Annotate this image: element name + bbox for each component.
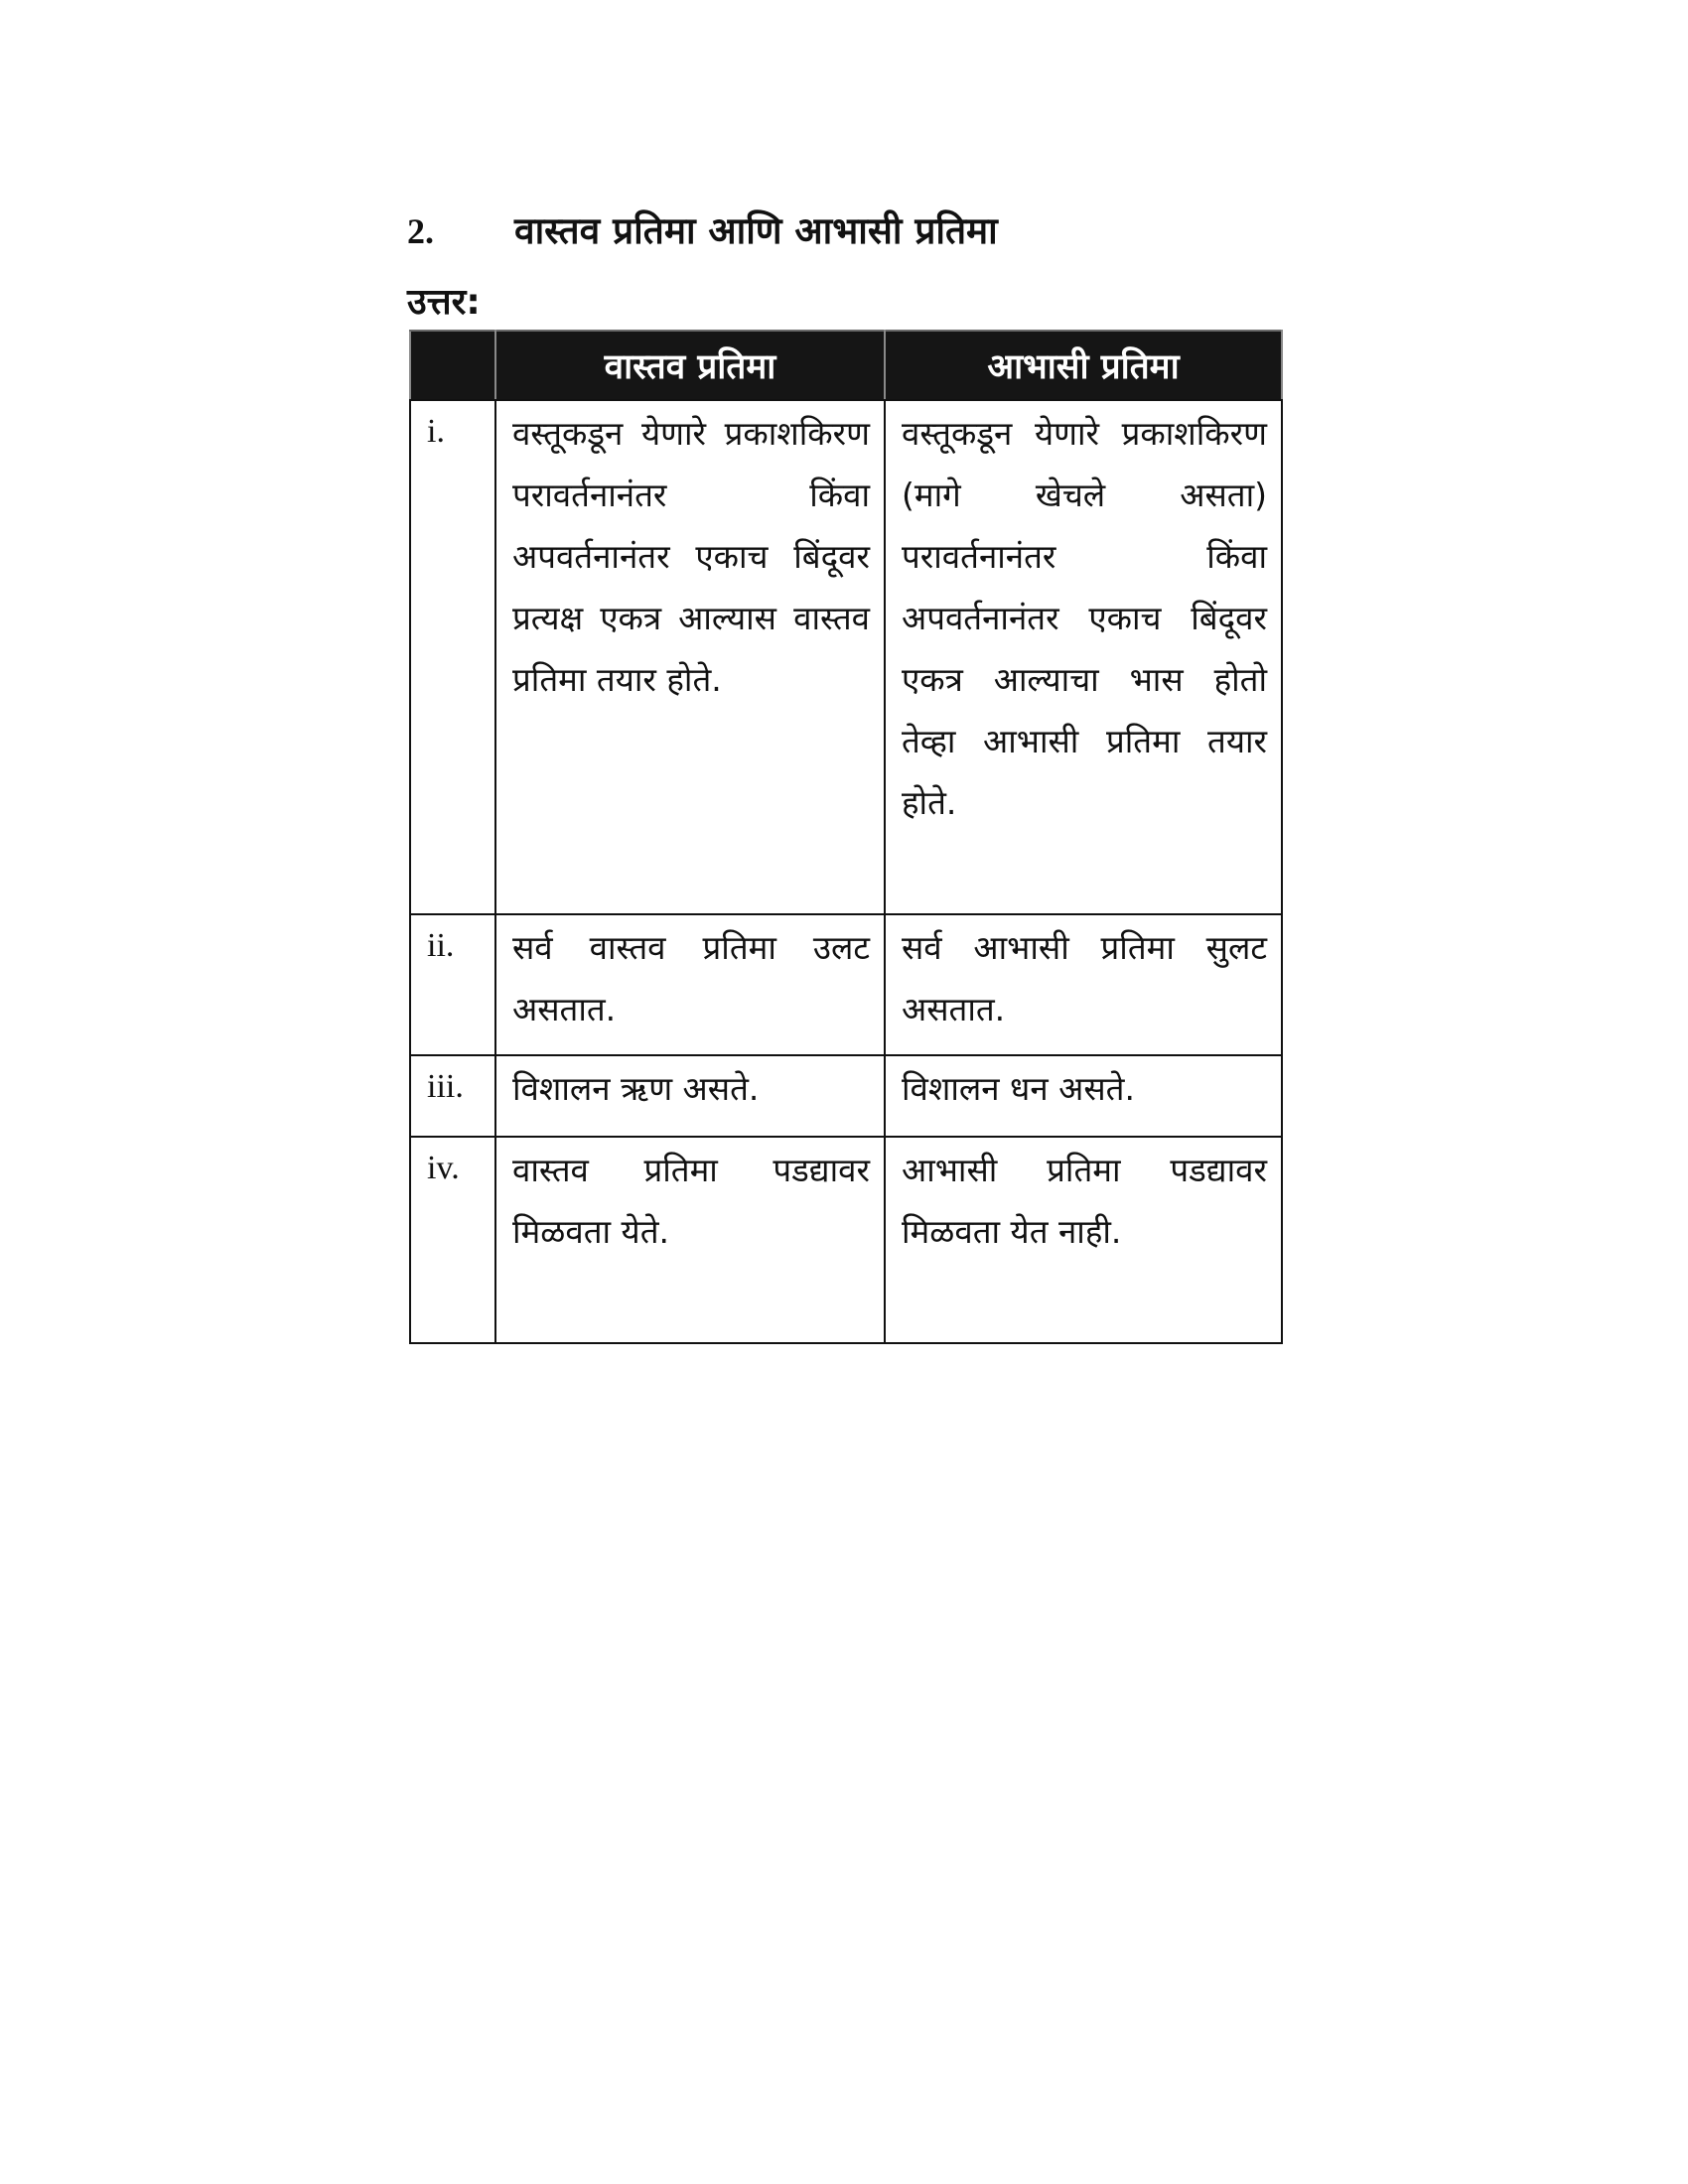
question-number: 2. [407,211,434,251]
question-heading [407,204,998,254]
virtual-image-cell: आभासी प्रतिमा पडद्यावर मिळवता येत नाही. [885,1137,1282,1343]
comparison-table [409,330,1283,1344]
answer-label: उत्तर: [407,282,481,323]
table-row [410,1055,1282,1137]
table-header-row [410,331,1282,400]
real-image-cell: वस्तूकडून येणारे प्रकाशकिरण परावर्तनानंतर किंवा अपवर्तनानंतर एकाच बिंदूवर प्रत्यक्ष एकत्र आल्यास वास्तव प्रतिमा तयार होते. [495,400,885,914]
header-virtual-image: आभासी प्रतिमा [885,331,1282,400]
table-row [410,914,1282,1055]
row-number: iii. [410,1055,495,1137]
virtual-image-cell: वस्तूकडून येणारे प्रकाशकिरण (मागे खेचले असता) परावर्तनानंतर किंवा अपवर्तनानंतर एकाच बिंदूवर एकत्र आल्याचा भास होतो तेव्हा आभासी प्रतिमा तयार होते. [885,400,1282,914]
real-image-cell: सर्व वास्तव प्रतिमा उलट असतात. [495,914,885,1055]
virtual-image-cell: विशालन धन असते. [885,1055,1282,1137]
row-number: iv. [410,1137,495,1343]
header-number-column [410,331,495,400]
table-row [410,400,1282,914]
header-real-image: वास्तव प्रतिमा [495,331,885,400]
table-row [410,1137,1282,1343]
real-image-cell: विशालन ऋण असते. [495,1055,885,1137]
virtual-image-cell: सर्व आभासी प्रतिमा सुलट असतात. [885,914,1282,1055]
question-title: वास्तव प्रतिमा आणि आभासी प्रतिमा [514,209,998,252]
row-number: ii. [410,914,495,1055]
real-image-cell: वास्तव प्रतिमा पडद्यावर मिळवता येते. [495,1137,885,1343]
row-number: i. [410,400,495,914]
